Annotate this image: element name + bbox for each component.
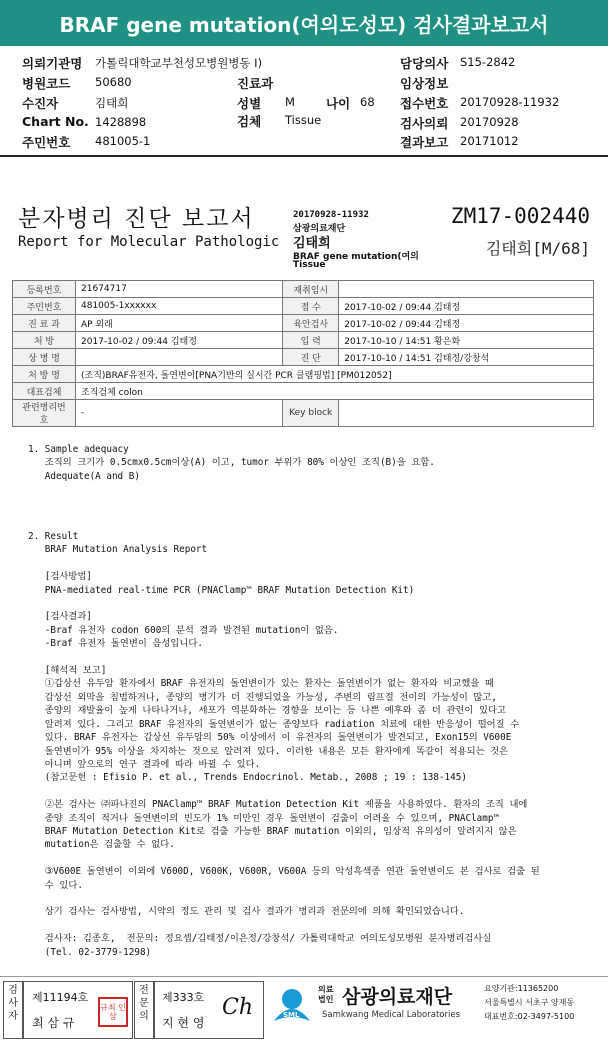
address: 서울특별시 서초구 양재동 <box>484 998 575 1007</box>
cell: 2017-10-02 / 09:44 김태정 <box>76 332 283 349</box>
barcode-org: 삼광의료재단 <box>293 224 346 234</box>
table-row <box>13 349 594 366</box>
report-date-value: 20171012 <box>460 134 519 148</box>
code-value: 50680 <box>95 75 132 89</box>
inspector-seal: 규최 인삼 <box>98 997 128 1027</box>
org-name: 삼광의료재단 <box>342 986 453 1008</box>
specialist-name: 지 현 영 <box>162 1016 205 1030</box>
report-title-ko: 분자병리 진단 보고서 <box>18 206 255 232</box>
barcode-number: 20170928-11932 <box>293 210 369 220</box>
report-date-label: 결과보고 <box>400 135 449 150</box>
table-row <box>13 315 594 332</box>
age-value: 68 <box>360 95 375 109</box>
cell: - <box>76 400 283 427</box>
hospital-value: 가톨릭대학교부천성모병원병동 I) <box>95 56 263 70</box>
cell <box>76 349 283 366</box>
institution-code: 요양기관:11365200 <box>484 984 559 993</box>
doctor-label: 담당의사 <box>400 56 449 71</box>
barcode-test: BRAF gene mutation(여의 <box>293 252 419 262</box>
inspector-number: 제11194호 <box>32 991 89 1004</box>
cell: 입 력 <box>283 332 339 349</box>
cell: 진 료 과 <box>13 315 76 332</box>
table-row <box>13 383 594 400</box>
cell: 2017-10-10 / 14:51 황은화 <box>339 332 594 349</box>
cell: 처 방 <box>13 332 76 349</box>
cell: 481005-1xxxxxx <box>76 298 283 315</box>
id-value: 481005-1 <box>95 134 151 148</box>
inspector-name: 최 삼 규 <box>32 1016 75 1030</box>
report-banner: BRAF gene mutation(여의도성모) 검사결과보고서 <box>0 0 608 46</box>
table-row <box>13 332 594 349</box>
specialist-number: 제333호 <box>162 991 205 1004</box>
table-row <box>13 281 594 298</box>
cell: 2017-10-02 / 09:44 김태정 <box>339 298 594 315</box>
table-row <box>13 298 594 315</box>
org-prefix: 의료법인 <box>318 985 334 1004</box>
cell: 등록번호 <box>13 281 76 298</box>
cell: 상 병 명 <box>13 349 76 366</box>
reception-value: 20170928-11932 <box>460 95 560 109</box>
report-title-en: Report for Molecular Pathologic <box>18 234 280 250</box>
hospital-label: 의뢰기관명 <box>22 56 83 71</box>
cell: 재취임시 <box>283 281 339 298</box>
cell <box>339 400 594 427</box>
code-label: 병원코드 <box>22 76 71 91</box>
id-label: 주민번호 <box>22 135 71 150</box>
request-label: 검사의뢰 <box>400 116 449 131</box>
cell: 2017-10-10 / 14:51 김태정/강창석 <box>339 349 594 366</box>
cell <box>339 281 594 298</box>
footer <box>0 976 608 1043</box>
cell: 접 수 <box>283 298 339 315</box>
cell: 조직검체 colon <box>76 383 594 400</box>
patient-name-age: 김태희[M/68] <box>485 239 590 258</box>
barcode-specimen: Tissue <box>293 260 326 270</box>
table-row <box>13 366 594 383</box>
request-value: 20170928 <box>460 115 519 129</box>
accession-number: ZM17-002440 <box>450 204 590 228</box>
cell: 대표검체 <box>13 383 76 400</box>
cell: 관련병리번호 <box>13 400 76 427</box>
section-result: 2. Result BRAF Mutation Analysis Report [검사방법] PNA-mediated real-time PCR (PNAClamp™ BRAF Mutation Detection Kit) [검사결과] -Braf 유전자 codon 600의 분석 결과 발견된 mutation이 없음. -Braf 유전자 돌연변이 음성입니다. [해석적 보고] ①갑상선 유두암 환자에서 BRAF 유전자의 돌연변이가 있는 환자는 돌연변이가 없는 환자와 비교했을 때 갑상선 외막을 침범하거나, 종양의 병기가 더 진행되었을 가능성, 주변의 림프절 전이의 가능성이 많고, 종양의 재발율이 높게 나타나거나, 세포가 역분화하는 경향을 보이는 등 나쁜 예후와 좀 더 관련이 있다고 알려져 있다. 그리고 BRAF 유전자의 돌연변이가 없는 종양보다 radiation 치료에 대한 반응성이 떨어질 수 있다. BRAF 유전자는 갑상선 유두암의 50% 이상에서 이 유전자의 돌연변이가 발견되고, Exon15의 V600E 돌연변이가 95% 이상을 차지하는 것으로 알려져 있다. 이러한 내용은 모든 환자에게 똑같이 적용되는 것은 아니며 앞으로의 연구 결과에 따라 바뀔 수 있다. (참고문헌 : Efisio P. et al., Trends Endocrinol. Metab., 2008 ; 19 : 138-145) ②본 검사는 ㈜파나진의 PNAClamp™ BRAF Mutation Detection Kit 제품을 사용하였다. 환자의 조직 내에 종양 조직이 적거나 돌연변이의 빈도가 1% 미만인 경우 돌연변이 검출이 어려울 수 있으며, PNAClamp™ BRAF Mutation Detection Kit로 검출 가능한 BRAF mutation 이외의, 임상적 유의성이 알려지지 않은 mutation은 검출할 수 없다. ③V600E 돌연변이 이외에 V600D, V600K, V600R, V600A 등의 악성흑색종 연관 돌연변이도 본 검사로 검출 된 수 있다. 상기 검사는 검사방법, 시약의 정도 관리 및 검사 결과가 병리과 전문의에 의해 확인되었습니다. 검사자: 김종호, 전문의: 정요셉/김태정/이은정/강창석/ 가톨릭대학교 여의도성모병원 분자병리검사실 (Tel. 02-3779-1298) <box>28 531 540 958</box>
reception-label: 접수번호 <box>400 96 449 111</box>
age-label: 나이 <box>326 96 351 111</box>
cell: 주민번호 <box>13 298 76 315</box>
signature: Ch <box>222 995 254 1020</box>
specimen-label: 검체 <box>237 114 262 129</box>
report-info-table <box>12 280 594 427</box>
specialist-label: 전문의 <box>134 981 154 1039</box>
table-row <box>13 400 594 427</box>
sex-label: 성별 <box>237 96 262 111</box>
dept-label: 진료과 <box>237 76 274 91</box>
barcode-name: 김태희 <box>293 236 331 251</box>
cell: 21674717 <box>76 281 283 298</box>
cell: (조직)BRAF유전자, 돌연변이[PNA기반의 실시간 PCR 클램핑법] [PM012052] <box>76 366 594 383</box>
logo-text: SML <box>283 1011 300 1019</box>
chart-label: Chart No. <box>22 114 89 129</box>
specimen-value: Tissue <box>285 113 322 127</box>
cell: 처 방 명 <box>13 366 76 383</box>
cell: 2017-10-02 / 09:44 김태정 <box>339 315 594 332</box>
cell: Key block <box>283 400 339 427</box>
doctor-value: S15-2842 <box>460 55 516 69</box>
receiver-label: 수진자 <box>22 96 59 111</box>
sml-logo-icon <box>270 983 314 1035</box>
section-sample-adequacy: 1. Sample adequacy 조직의 크기가 0.5cmx0.5cm이상(A) 이고, tumor 부위가 80% 이상인 조직(B)을 요함. Adequate(A and B) <box>28 444 435 482</box>
sex-value: M <box>285 95 295 109</box>
divider <box>0 155 608 157</box>
receiver-value: 김태희 <box>95 96 129 110</box>
patient-info <box>0 50 608 150</box>
cell: AP 외래 <box>76 315 283 332</box>
org-english: Samkwang Medical Laboratories <box>322 1010 461 1020</box>
cell: 육안검사 <box>283 315 339 332</box>
phone: 대표번호:02-3497-5100 <box>484 1012 575 1021</box>
clinical-label: 임상정보 <box>400 76 449 91</box>
chart-value: 1428898 <box>95 115 147 129</box>
cell: 진 단 <box>283 349 339 366</box>
inspector-label: 검사자 <box>3 981 23 1039</box>
